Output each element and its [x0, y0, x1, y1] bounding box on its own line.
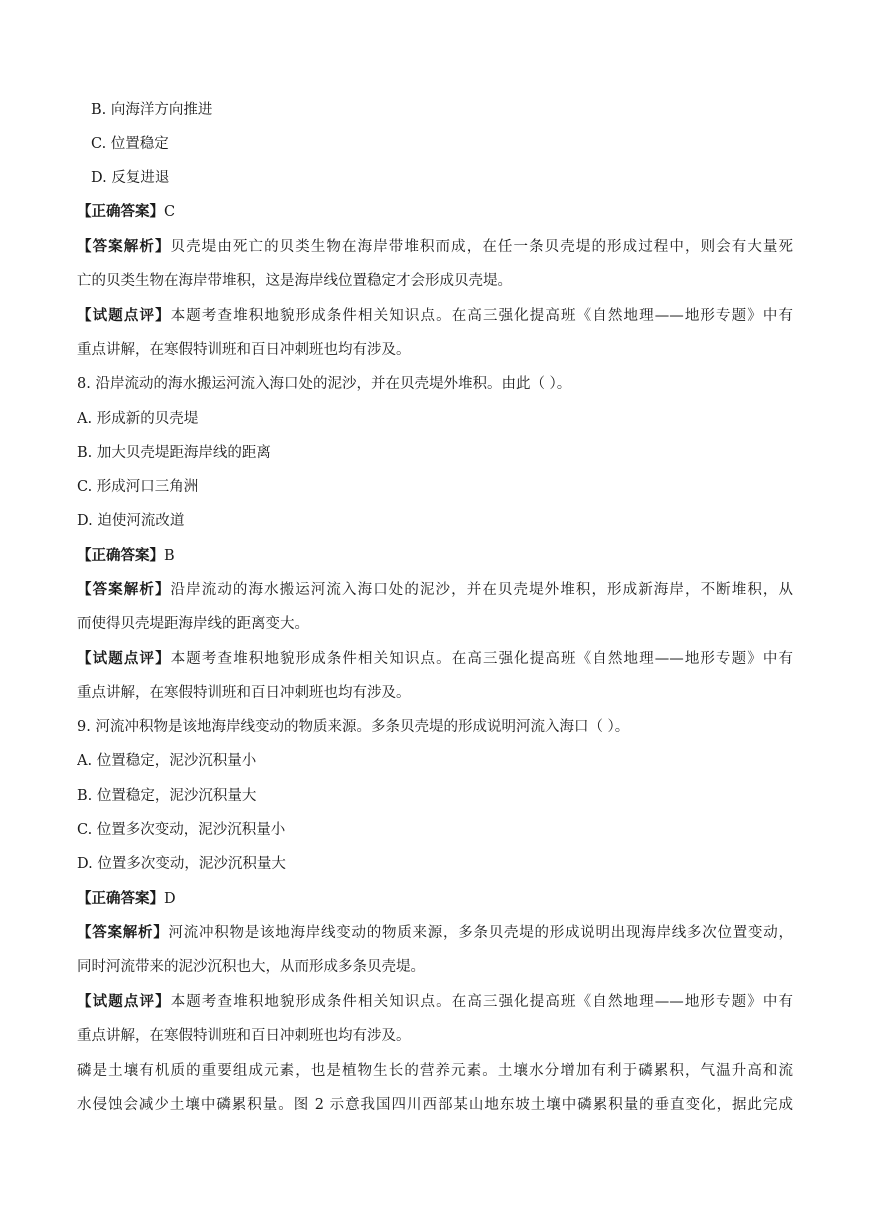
q8-comment-line1: [77, 649, 793, 669]
q7-correct-answer: [77, 202, 793, 222]
analysis-text: 河流冲积物是该地海岸线变动的物质来源，多条贝壳堤的形成说明出现海岸线多次位置变动，: [168, 925, 793, 941]
q9-option-c: C. 位置多次变动，泥沙沉积量小: [77, 822, 286, 838]
q9-analysis-line1: [77, 923, 793, 943]
q8-option-c: C. 形成河口三角洲: [77, 479, 199, 495]
q9-comment-line2: 重点讲解，在寒假特训班和百日冲刺班也均有涉及。: [77, 1028, 411, 1044]
correct-answer-label: 【正确答案】: [77, 203, 164, 220]
comment-text: 本题考查堆积地貌形成条件相关知识点。在高三强化提高班《自然地理——地形专题》中有: [170, 651, 793, 667]
q7-option-d: D. 反复进退: [91, 170, 170, 186]
analysis-label: 【答案解析】: [77, 924, 169, 941]
analysis-label: 【答案解析】: [77, 581, 171, 598]
q8-option-b: B. 加大贝壳堤距海岸线的距离: [77, 445, 271, 461]
q8-correct-answer: [77, 546, 793, 566]
comment-label: 【试题点评】: [77, 650, 171, 667]
q8-comment-line2: 重点讲解，在寒假特训班和百日冲刺班也均有涉及。: [77, 685, 411, 701]
comment-label: 【试题点评】: [77, 307, 171, 324]
q7-option-c: C. 位置稳定: [91, 136, 169, 152]
answer-value: C: [164, 204, 176, 220]
comment-text: 本题考查堆积地貌形成条件相关知识点。在高三强化提高班《自然地理——地形专题》中有: [170, 994, 793, 1010]
analysis-label: 【答案解析】: [77, 238, 171, 255]
q7-option-b: B. 向海洋方向推进: [91, 102, 213, 118]
passage-line1: 磷是土壤有机质的重要组成元素，也是植物生长的营养元素。土壤水分增加有利于磷累积，气温升高和流: [77, 1063, 793, 1079]
correct-answer-label: 【正确答案】: [77, 890, 164, 907]
correct-answer-label: 【正确答案】: [77, 547, 164, 564]
q9-comment-line1: [77, 992, 793, 1012]
analysis-text: 贝壳堤由死亡的贝类生物在海岸带堆积而成，在任一条贝壳堤的形成过程中，则会有大量死: [170, 239, 793, 255]
q7-analysis-line1: [77, 237, 793, 257]
q7-comment-line2: 重点讲解，在寒假特训班和百日冲刺班也均有涉及。: [77, 342, 411, 358]
q8-analysis-line1: [77, 580, 793, 600]
q8-analysis-line2: 而使得贝壳堤距海岸线的距离变大。: [77, 616, 309, 632]
q9-question: 9. 河流冲积物是该地海岸线变动的物质来源。多条贝壳堤的形成说明河流入海口（ ）。: [77, 719, 630, 735]
q9-correct-answer: [77, 889, 793, 909]
q9-option-d: D. 位置多次变动，泥沙沉积量大: [77, 856, 286, 872]
q8-question: 8. 沿岸流动的海水搬运河流入海口处的泥沙，并在贝壳堤外堆积。由此（ ）。: [77, 376, 572, 392]
q7-comment-line1: [77, 306, 793, 326]
q9-analysis-line2: 同时河流带来的泥沙沉积也大，从而形成多条贝壳堤。: [77, 959, 425, 975]
q9-option-a: A. 位置稳定，泥沙沉积量小: [77, 753, 257, 769]
q7-analysis-line2: 亡的贝类生物在海岸带堆积，这是海岸线位置稳定才会形成贝壳堤。: [77, 273, 512, 289]
q9-option-b: B. 位置稳定，泥沙沉积量大: [77, 788, 257, 804]
comment-text: 本题考查堆积地貌形成条件相关知识点。在高三强化提高班《自然地理——地形专题》中有: [170, 308, 793, 324]
answer-value: D: [164, 891, 176, 907]
q8-option-a: A. 形成新的贝壳堤: [77, 411, 199, 427]
comment-label: 【试题点评】: [77, 993, 171, 1010]
answer-value: B: [164, 548, 175, 564]
analysis-text: 沿岸流动的海水搬运河流入海口处的泥沙，并在贝壳堤外堆积，形成新海岸，不断堆积，从: [170, 582, 793, 598]
q8-option-d: D. 迫使河流改道: [77, 513, 185, 529]
passage-line2: 水侵蚀会减少土壤中磷累积量。图 2 示意我国四川西部某山地东坡土壤中磷累积量的垂直变化，据此完成: [77, 1097, 793, 1113]
